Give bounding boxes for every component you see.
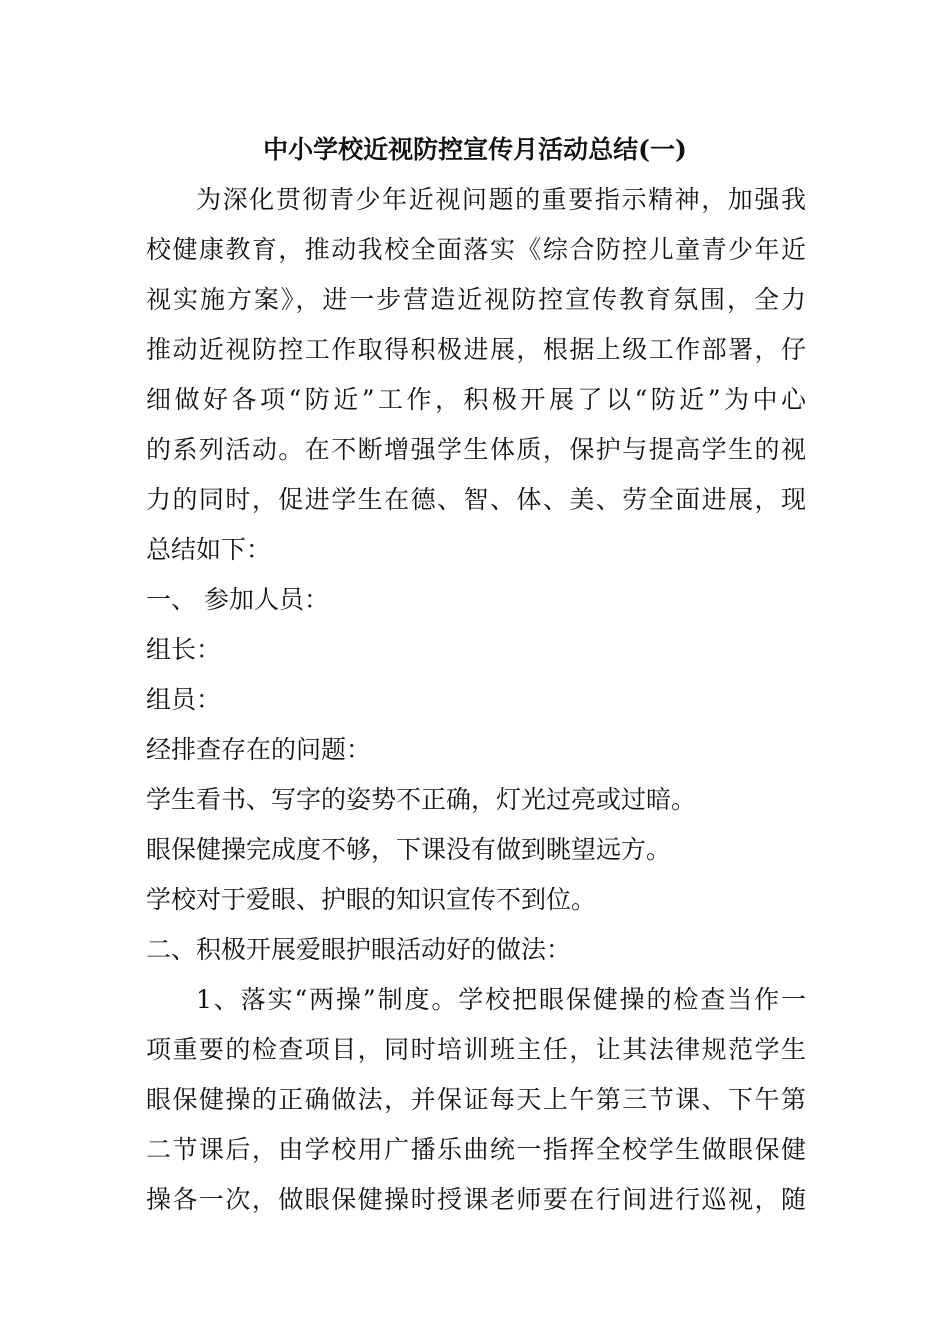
- paragraph-line: 力的同时，促进学生在德、智、体、美、劳全面进展，现: [146, 485, 806, 514]
- list-item: 学生看书、写字的姿势不正确，灯光过亮或过暗。: [146, 785, 697, 814]
- section-heading: 一、 参加人员：: [146, 585, 329, 614]
- paragraph-line: 校健康教育，推动我校全面落实《综合防控儿童青少年近: [146, 235, 806, 264]
- list-item: 眼保健操完成度不够，下课没有做到眺望远方。: [146, 835, 672, 864]
- list-item: 经排查存在的问题：: [146, 735, 372, 764]
- list-item: 学校对于爱眼、护眼的知识宣传不到位。: [146, 885, 597, 914]
- list-item: 组员：: [146, 685, 222, 714]
- document-title: 中小学校近视防控宣传月活动总结(一): [263, 135, 687, 164]
- paragraph-line: 视实施方案》，进一步营造近视防控宣传教育氛围，全力: [146, 285, 806, 314]
- paragraph-line: 细做好各项“防近”工作，积极开展了以“防近”为中心: [146, 385, 806, 414]
- paragraph-line: 操各一次，做眼保健操时授课老师要在行间进行巡视，随: [146, 1185, 806, 1214]
- section-heading: 二、积极开展爱眼护眼活动好的做法：: [146, 935, 572, 964]
- paragraph-line: 的系列活动。在不断增强学生体质，保护与提高学生的视: [146, 435, 806, 464]
- paragraph-line: 1、落实“两操”制度。学校把眼保健操的检查当作一: [196, 985, 806, 1014]
- paragraph-line: 二节课后，由学校用广播乐曲统一指挥全校学生做眼保健: [146, 1135, 806, 1164]
- paragraph-line: 总结如下：: [146, 535, 272, 564]
- paragraph-line: 项重要的检查项目，同时培训班主任，让其法律规范学生: [146, 1035, 806, 1064]
- paragraph-line: 眼保健操的正确做法，并保证每天上午第三节课、下午第: [146, 1085, 806, 1114]
- paragraph-line: 推动近视防控工作取得积极进展，根据上级工作部署，仔: [146, 335, 806, 364]
- paragraph-line: 为深化贯彻青少年近视问题的重要指示精神，加强我: [196, 185, 806, 214]
- list-item: 组长：: [146, 635, 222, 664]
